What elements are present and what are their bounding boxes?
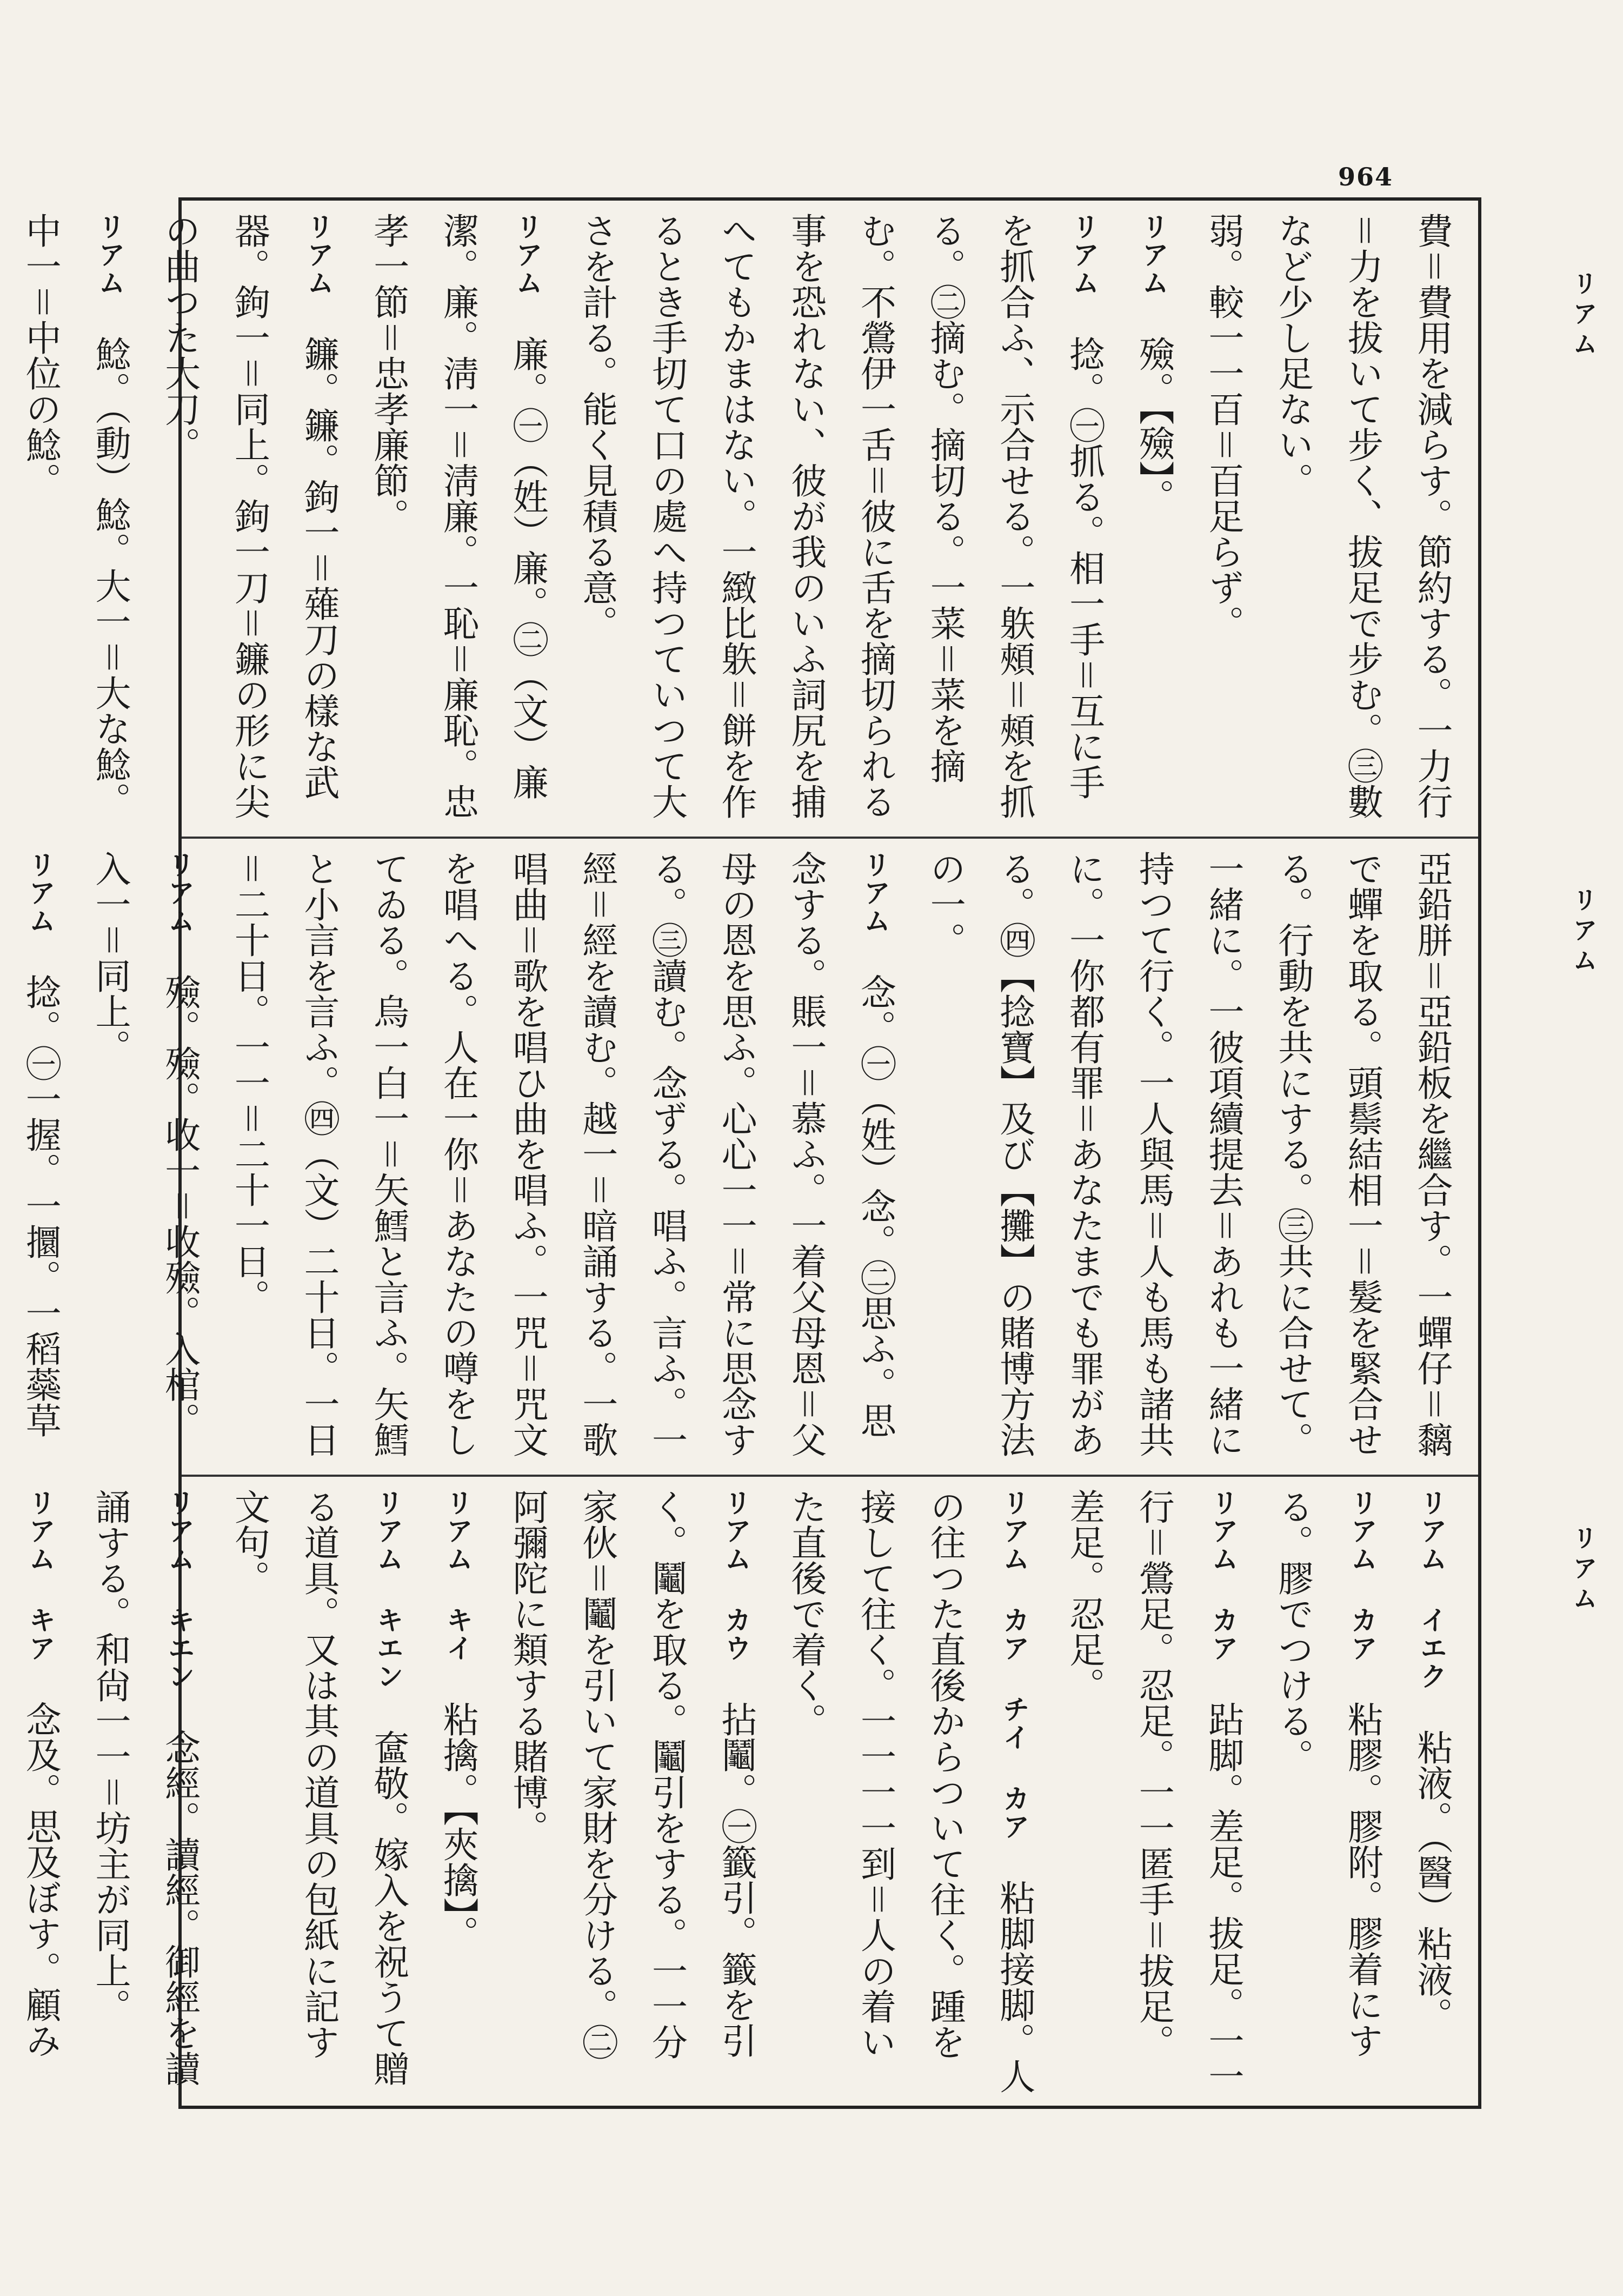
middle-columns [19,851,1466,1463]
entry-headword: リアム カア [1207,1489,1239,1690]
entry-definition: 粘脚接脚。人の往つた直後からついて往く。踵を接して往く。一一一一到＝人の着いた直後で着く。 [784,1489,1035,2094]
entry-definition: 弱。較一一百＝百足らず。 [1202,213,1244,641]
lower-columns [19,1489,1466,2094]
entry-definition: 念。㊀（姓）念。㊁思ふ。思念する。賬一＝慕ふ。一着父母恩＝父母の恩を思ふ。心心一一＝常に思念する。㊂讀む。念ずる。唱ふ。言ふ。一經＝經を讀む。越一＝暗誦する。一歌唱曲＝歌を唱ひ曲を唱ふ。一咒＝咒文を唱へる。人在一你＝あなたの噂をしてゐる。烏一白一＝矢鱈と言ふ。矢鱈と小言を言ふ。㊃（文）二十日。一日＝二十日。一一＝二十一日。 [228,851,896,1457]
dictionary-frame [19,197,1481,2109]
dictionary-entry [910,851,1467,1463]
entry-definition: 鐮。鐮。鉤一＝薙刀の樣な武器。鉤一＝同上。鉤一刀＝鐮の形に尖の曲つた大刀。 [158,213,340,819]
page-number: 964 [1338,162,1394,191]
entry-definition: 拈鬮。㊀籤引。籤を引く。鬮を取る。鬮引をする。一一分家伙＝鬮を引いて家財を分ける。㊁阿彌陀に類する賭博。 [507,1489,757,2060]
dictionary-entry [0,213,5,825]
entry-headword: リアム [1068,213,1100,325]
dictionary-entry [1049,1489,1258,2094]
entry-definition: 粘液。（醫）粘液。 [1411,1729,1453,2033]
entry-headword: リアム [511,213,544,325]
dictionary-entry [0,851,75,1463]
entry-definition: 廉。㊀（姓）廉。㊁（文）廉潔。廉。淸一＝淸廉。一恥＝廉恥。忠孝一節＝忠孝廉節。 [367,213,549,819]
entry-headword: リアム カウ [720,1489,753,1690]
entry-headword: リアム カア チイ カア [998,1489,1030,1869]
dictionary-entry [1396,1489,1466,2094]
dictionary-entry [214,1489,423,2094]
entry-headword: リアム キイ [442,1489,474,1690]
entry-definition: 奩敬。嫁入を祝うて贈る道具。又は其の道具の包紙に記す文句。 [228,1489,409,2086]
dictionary-entry [492,1489,770,2094]
entry-definition: 捻。㊀一握。一攌。一稻蘂草 [19,974,62,1438]
entry-headword: リアム [303,213,335,325]
dictionary-entry [75,1489,214,2094]
entry-definition: 殮。殮。收一＝收殮。入棺。入一＝同上。 [89,851,201,1438]
entry-definition: 粘膠。膠附。膠着にする。膠でつける。 [1272,1489,1383,2058]
dictionary-entry [214,851,910,1463]
dictionary-entry [1188,213,1258,825]
dictionary-entry [144,213,353,825]
upper-columns [19,213,1466,825]
entry-headword: リアム カア [1346,1489,1379,1690]
entry-headword: リアム [94,213,126,325]
dictionary-entry [423,1489,493,2094]
entry-headword: リアム キエン [163,1489,196,1718]
entry-definition: 粘擒。【夾擒】。 [437,1701,479,1951]
entry-definition: 念經。讀經。御經を讀誦する。和尙一一＝坊主が同上。 [89,1489,201,2086]
running-head-top: リアム [1569,270,1598,361]
dictionary-entry [562,213,1119,825]
lower-band [19,1477,1478,2106]
dictionary-entry [1258,1489,1396,2094]
entry-headword: リアム [859,851,892,963]
entry-headword: リアム [1138,213,1170,325]
dictionary-entry [353,213,562,825]
entry-definition: 費＝費用を減らす。節約する。一力行＝力を拔いて步く、拔足で步む。㊂數など少し足ない。 [1272,213,1453,819]
entry-definition: 跕脚。差足。拔足。一一行＝鶯足。忍足。一一匿手＝拔足。差足。忍足。 [1063,1489,1244,2094]
dictionary-entry [1119,213,1188,825]
entry-definition: 殮。【殮】。 [1133,336,1175,514]
dictionary-entry [770,1489,1049,2094]
running-head-middle: リアム [1569,887,1598,978]
running-head-bottom: リアム [1569,1525,1598,1616]
entry-headword: リアム キエン [372,1489,404,1718]
entry-definition: 念及。思及ぼす。顧み [19,1701,62,2058]
entry-definition: 亞鉛胼＝亞鉛板を繼合す。一蟬仔＝黐で蟬を取る。頭鬃結相一＝髮を緊合せる。行動を共にする。㊂共に合せて。一緒に。一彼項續提去＝あれも一緒に持つて行く。一人與馬＝人も馬も諸共に。一你都有罪＝あなたまでも罪がある。㊃【捻寶】及び【攤】の賭博方法の一。 [924,851,1453,1457]
dictionary-entry [0,1489,75,2094]
entry-headword: リアム キア [24,1489,57,1690]
middle-band [19,839,1478,1477]
dictionary-entry [75,851,214,1463]
entry-headword: リアム イエク [1416,1489,1448,1718]
dictionary-entry [1258,213,1466,825]
entry-definition: 鯰。（動）鯰。大一＝大な鯰。中一＝中位の鯰。 [19,213,131,818]
upper-band [19,201,1478,839]
dictionary-entry [5,213,144,825]
entry-definition: 捻。㊀抓る。相一手＝互に手を抓合ふ、示合せる。一䠶頰＝頰を抓る。㊁摘む。摘切る。一菜＝菜を摘む。不鶯伊一舌＝彼に舌を摘切られる事を恐れない、彼が我のいふ詞尻を捕へてもかまはない。一緻比䠶＝餅を作るとき手切て口の處へ持つていつて大さを計る。能く見積る意。 [576,213,1105,819]
entry-headword: リアム [24,851,57,963]
entry-headword: リアム [163,851,196,963]
